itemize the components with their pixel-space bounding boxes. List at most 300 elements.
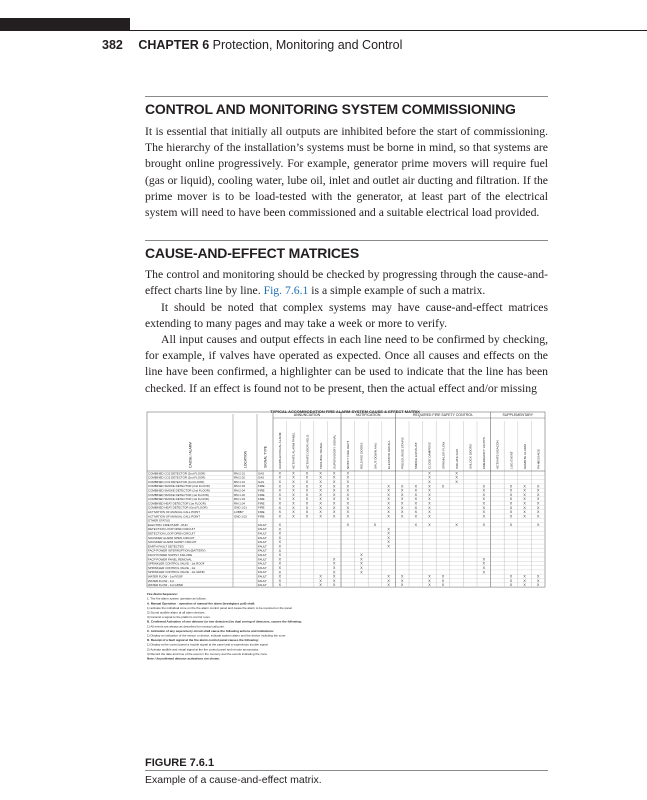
matrix-note-line: A. Manual Operation - operation of manual fire alarm (breakglass pull) shall: — [147, 601, 256, 606]
matrix-mark: X — [346, 501, 350, 506]
matrix-mark: X — [278, 553, 282, 558]
matrix-mark: X — [414, 514, 418, 519]
matrix-mark: X — [292, 497, 295, 502]
matrix-mark: X — [509, 501, 513, 506]
matrix-mark: X — [536, 510, 540, 515]
matrix-mark: X — [305, 475, 309, 480]
matrix-mark: X — [536, 514, 540, 519]
matrix-mark: X — [332, 471, 336, 476]
paragraph: It should be noted that complex systems may have cause-and-effect matrices extending to many pages and may take a week or more to verify. — [145, 301, 548, 331]
matrix-row-cause: WATER FLOW - 1st ROOF — [148, 574, 183, 579]
matrix-row-cause: SOUNDER ALARM OPEN CIRCUIT — [148, 535, 195, 540]
matrix-mark: X — [523, 484, 526, 489]
matrix-row-type: FIRE — [258, 501, 265, 506]
section-rule — [145, 96, 548, 97]
matrix-mark: X — [428, 578, 431, 583]
matrix-mark: X — [292, 505, 295, 510]
matrix-row-cause: COMBINED HEAT DETECTOR (Gnd FLOOR) — [148, 505, 208, 510]
matrix-mark: X — [278, 497, 282, 502]
matrix-mark: X — [278, 578, 282, 583]
matrix-mark: X — [319, 471, 322, 476]
matrix-row-location: RM 1.02 — [234, 492, 245, 497]
matrix-mark: X — [360, 566, 363, 570]
matrix-effect-header: AUDIBLE/VISUAL ALARM — [278, 432, 283, 469]
matrix-group-label: ANNUNCIATION — [293, 413, 321, 417]
matrix-row-cause: WATER FLOW - 1st GRND — [148, 583, 184, 588]
matrix-mark: X — [292, 484, 295, 489]
matrix-mark: X — [509, 488, 513, 493]
matrix-mark: X — [292, 471, 295, 476]
matrix-mark: X — [482, 561, 486, 566]
matrix-effect-header: ISOLATE GAS — [454, 448, 459, 469]
header-corner-bar — [0, 18, 130, 31]
matrix-row-cause: DETECTION LOOP OPEN CIRCUIT — [148, 531, 196, 536]
matrix-mark: X — [482, 523, 486, 527]
matrix-mark: X — [536, 484, 540, 489]
matrix-mark: X — [332, 510, 336, 515]
matrix-mark: X — [305, 510, 309, 515]
matrix-effect-header: SPRINKLER FLOW — [441, 441, 446, 469]
matrix-mark: X — [482, 570, 486, 575]
figure-rule — [145, 770, 548, 771]
matrix-effect-header: NOTIFY FIRE DEPT — [346, 440, 351, 469]
matrix-mark: X — [332, 574, 336, 579]
paragraph-text: The control and monitoring should be checked by progressing through the cause-and-effect charts line by line. — [145, 268, 548, 298]
matrix-row-type: FAULT — [258, 548, 267, 553]
matrix-mark: X — [455, 475, 458, 480]
matrix-mark: X — [455, 480, 458, 484]
figure-label: FIGURE 7.6.1 — [145, 757, 215, 769]
matrix-mark: X — [346, 475, 350, 480]
matrix-mark: X — [305, 514, 309, 519]
matrix-mark: X — [523, 578, 526, 583]
matrix-row-type: FAULT — [258, 544, 267, 549]
matrix-row-cause: COMBINED CO2 DETECTOR (1st FLOOR) — [148, 479, 205, 484]
matrix-mark: X — [482, 488, 486, 493]
matrix-mark: X — [292, 510, 295, 515]
matrix-mark: X — [536, 505, 540, 510]
matrix-effect-header: RELEASE DOORS — [359, 442, 364, 469]
matrix-mark: X — [319, 488, 322, 493]
section-rule — [145, 240, 548, 241]
matrix-mark: X — [387, 583, 390, 588]
header-rule — [130, 30, 647, 31]
matrix-mark: X — [414, 492, 418, 497]
matrix-mark: X — [332, 557, 336, 562]
page-number: 382 — [102, 38, 123, 52]
matrix-effect-header: SHUT DOWN AHU — [373, 442, 378, 469]
matrix-mark: X — [400, 501, 404, 506]
matrix-mark: X — [346, 480, 350, 484]
matrix-mark: X — [332, 578, 336, 583]
matrix-row-type: FAULT — [258, 553, 267, 557]
matrix-effect-header: SUPERVISORY SIGNAL — [332, 434, 337, 469]
matrix-mark: X — [523, 488, 526, 493]
matrix-mark: X — [428, 475, 431, 480]
matrix-mark: X — [482, 484, 486, 489]
matrix-row-type: GAS — [258, 479, 265, 484]
matrix-mark: X — [536, 492, 540, 497]
matrix-mark: X — [441, 578, 445, 583]
matrix-note-line: 1) All events are always as described for manual call point. — [147, 624, 225, 629]
matrix-mark: X — [360, 561, 363, 566]
matrix-title: TYPICAL ACCOMMODATION FIRE ALARM SYSTEM CAUSE & EFFECT MATRIX — [270, 409, 420, 414]
matrix-group-label: NOTIFICATION — [355, 413, 381, 417]
matrix-mark: X — [400, 505, 404, 510]
figure-caption: Example of a cause-and-effect matrix. — [145, 774, 322, 786]
matrix-note-line: 1) Display at the control panel a trouble signal at the panel and a supervisory trouble signal. — [147, 642, 269, 647]
matrix-mark: X — [319, 510, 322, 515]
matrix-mark: X — [278, 492, 282, 497]
matrix-mark: X — [278, 544, 282, 549]
matrix-effect-header: CLOSE DAMPERS — [427, 442, 432, 469]
matrix-mark: X — [509, 497, 513, 502]
matrix-mark: X — [387, 540, 390, 545]
matrix-mark: X — [482, 557, 486, 562]
matrix-mark: X — [278, 574, 282, 579]
matrix-mark: X — [278, 557, 282, 562]
matrix-mark: X — [523, 514, 526, 519]
matrix-mark: X — [278, 527, 282, 532]
matrix-mark: X — [319, 583, 322, 588]
matrix-note-line: 1) Display an indication of the sensor or device, indicate system alarm and the device including the zone. — [147, 633, 287, 638]
matrix-mark: X — [332, 484, 336, 489]
matrix-mark: X — [428, 484, 431, 489]
matrix-mark: X — [278, 583, 282, 588]
matrix-effect-header: ACTIVATE DOOR HOLD — [305, 434, 310, 469]
matrix-row-type: FAULT — [258, 557, 267, 562]
matrix-mark: X — [305, 471, 309, 476]
matrix-note-line: Note: Unconfirmed detector activations not shown. — [147, 656, 220, 661]
matrix-effect-header: SMOKE EXHAUST — [414, 442, 419, 469]
matrix-mark: X — [428, 514, 431, 519]
matrix-mark: X — [332, 497, 336, 502]
matrix-row-cause: SPRINKLER CONTROL VALVE - 1st GRND — [148, 570, 205, 575]
chapter-title: Protection, Monitoring and Control — [212, 38, 403, 52]
matrix-row-type: FAULT — [258, 522, 267, 527]
matrix-mark: X — [305, 497, 309, 502]
matrix-row-cause: COMBINED SMOKE DETECTOR (2nd FLOOR) — [148, 484, 210, 489]
matrix-mark: X — [319, 574, 322, 579]
matrix-effect-header: UNLOCK DOORS — [468, 443, 473, 469]
matrix-mark: X — [373, 523, 377, 527]
chapter-label: CHAPTER 6 — [138, 38, 210, 52]
matrix-row-cause: FACP POWER PANEL REMOVAL — [148, 557, 192, 562]
matrix-mark: X — [482, 505, 486, 510]
matrix-effect-header: TROUBLE SIGNAL — [318, 442, 323, 469]
matrix-mark: X — [414, 523, 418, 527]
matrix-mark: X — [332, 570, 336, 575]
matrix-mark: X — [319, 497, 322, 502]
matrix-mark: X — [346, 505, 350, 510]
matrix-mark: X — [509, 583, 513, 588]
matrix-mark: X — [455, 471, 458, 476]
matrix-mark: X — [387, 574, 390, 579]
matrix-effect-header: PA MESSAGE — [536, 449, 541, 469]
matrix-mark: X — [400, 492, 404, 497]
matrix-row-location: GND 1.02 — [234, 514, 247, 519]
matrix-mark: X — [319, 492, 322, 497]
matrix-row-location: RM 1.03 — [234, 497, 245, 502]
matrix-row-cause: ACTIVATION OF MANUAL CALL POINT — [148, 510, 201, 514]
matrix-mark: X — [387, 531, 390, 536]
matrix-mark: X — [278, 531, 282, 536]
matrix-mark: X — [482, 492, 486, 497]
matrix-mark: X — [482, 510, 486, 515]
matrix-mark: X — [509, 484, 513, 489]
matrix-effect-header: REMOTE ALARM — [522, 444, 527, 469]
matrix-mark: X — [278, 510, 282, 515]
matrix-mark: X — [346, 510, 350, 515]
matrix-mark: X — [360, 553, 363, 558]
matrix-mark: X — [387, 492, 390, 497]
matrix-group-label: SUPPLEMENTARY — [502, 413, 534, 417]
matrix-mark: X — [414, 484, 418, 489]
matrix-mark: X — [319, 514, 322, 519]
matrix-row-location: RM 2.02 — [234, 475, 245, 480]
matrix-location-header: LOCATION — [243, 450, 248, 468]
matrix-mark: X — [536, 578, 540, 583]
matrix-mark: X — [278, 523, 282, 527]
matrix-row-location: RM 2.01 — [234, 471, 245, 476]
matrix-mark: X — [509, 505, 513, 510]
matrix-mark: X — [428, 583, 431, 588]
matrix-row-type: FAULT — [258, 570, 267, 575]
matrix-mark: X — [428, 488, 431, 493]
matrix-row-location: RM 1.04 — [234, 501, 245, 506]
matrix-mark: X — [278, 480, 282, 484]
matrix-mark: X — [332, 501, 336, 506]
matrix-mark: X — [387, 514, 390, 519]
matrix-mark: X — [428, 492, 431, 497]
matrix-mark: X — [400, 574, 404, 579]
matrix-mark: X — [332, 488, 336, 493]
matrix-mark: X — [278, 561, 282, 566]
matrix-effect-header: PRESSURISE STAIRS — [400, 437, 405, 469]
matrix-mark: X — [400, 510, 404, 515]
matrix-row-type: FAULT — [258, 578, 267, 583]
matrix-row-cause: FACP POWER SUPPLY FAILURE — [148, 553, 193, 557]
matrix-mark: X — [428, 523, 431, 527]
matrix-mark: X — [387, 501, 390, 506]
matrix-mark: X — [278, 548, 282, 553]
matrix-row-type: GAS — [258, 475, 265, 480]
matrix-mark: X — [278, 566, 282, 570]
matrix-mark: X — [292, 514, 295, 519]
matrix-mark: X — [428, 510, 431, 515]
matrix-mark: X — [346, 484, 350, 489]
matrix-mark: X — [387, 527, 390, 532]
matrix-row-cause: EARTH FAULT DETECTED — [148, 544, 184, 549]
matrix-mark: X — [292, 488, 295, 493]
matrix-note-line: 1. The fire alarm system operates as follows. — [147, 596, 207, 601]
matrix-mark: X — [305, 480, 309, 484]
matrix-mark: X — [523, 505, 526, 510]
matrix-mark: X — [509, 574, 513, 579]
matrix-type-header: SIGNAL TYPE — [263, 445, 268, 468]
matrix-mark: X — [482, 566, 486, 570]
matrix-mark: X — [523, 583, 526, 588]
matrix-row-type: FIRE — [258, 484, 265, 489]
matrix-row-type: FAULT — [258, 540, 267, 545]
matrix-mark: X — [292, 475, 295, 480]
matrix-row-cause: COMBINED SMOKE DETECTOR (2nd FLOOR) — [148, 488, 210, 493]
matrix-mark: X — [346, 492, 350, 497]
matrix-note-line: 2) Sound audible alarm at all alarm devices. — [147, 610, 206, 615]
matrix-note-line: Fire Alarm Sequence: — [147, 592, 178, 597]
matrix-mark: X — [346, 497, 350, 502]
paragraph: All input causes and output effects in each line need to be confirmed by checking, for example, if valves have operated as expected. Once all causes and effects on the line have been confirmed, a highlighter can be used to indicate that the line has been checked. If an effect is found not to be present, then the actual effect and/or missing — [145, 333, 548, 395]
matrix-mark: X — [414, 488, 418, 493]
matrix-row-type: FIRE — [258, 497, 265, 502]
matrix-row-cause: FACP POWER INTERRUPTION (BATTERY) — [148, 548, 206, 553]
cause-effect-matrix — [145, 405, 548, 751]
matrix-row-type: FAULT — [258, 561, 267, 566]
matrix-mark: X — [346, 488, 350, 493]
matrix-row-location: RM 2.04 — [234, 488, 245, 493]
matrix-mark: X — [278, 488, 282, 493]
matrix-mark: X — [346, 471, 350, 476]
matrix-mark: X — [414, 505, 418, 510]
matrix-row-location: RM 2.03 — [234, 484, 245, 489]
matrix-row-type: FAULT — [258, 565, 267, 570]
matrix-mark: X — [523, 501, 526, 506]
matrix-mark: X — [305, 505, 309, 510]
matrix-effect-header: ELEVATOR RECALL — [386, 440, 391, 469]
matrix-mark: X — [455, 523, 458, 527]
matrix-mark: X — [400, 488, 404, 493]
matrix-cause-header: CAUSE / ALARM — [188, 441, 193, 468]
figure-link[interactable]: Fig. 7.6.1 — [263, 284, 309, 298]
matrix-mark: X — [523, 492, 526, 497]
matrix-mark: X — [332, 480, 336, 484]
paragraph: It is essential that initially all outputs are inhibited before the start of commissioning. The hierarchy of the installation’s systems must be borne in mind, so that systems are brought online progressively. For example, generator prime movers will require fuel (gas or liquid), cooling water, lube oil, inlet and outlet air ducting and filtration. If the prime mover is to be load-tested with the generator, at least part of the electrical system will need to have been commissioned and a suitable electrical load provided. — [145, 125, 548, 220]
matrix-mark: X — [319, 475, 322, 480]
matrix-mark: X — [305, 501, 309, 506]
matrix-mark: X — [387, 505, 390, 510]
matrix-row-location: LOBBY — [234, 510, 244, 514]
matrix-mark: X — [482, 514, 486, 519]
matrix-mark: X — [387, 484, 390, 489]
matrix-note-line: 3) Record the date and time of the event in the memory and the events indicating the zone. — [147, 651, 268, 656]
matrix-mark: X — [523, 574, 526, 579]
matrix-row-type: FIRE — [258, 505, 265, 510]
matrix-effect-header: LOG EVENT — [509, 451, 514, 469]
matrix-effect-header: ACTIVATE BEACON — [495, 440, 500, 469]
matrix-mark: X — [332, 566, 336, 570]
matrix-row-type: GAS — [258, 471, 265, 476]
matrix-mark: X — [319, 501, 322, 506]
matrix-mark: X — [332, 492, 336, 497]
matrix-mark: X — [360, 557, 363, 562]
matrix-mark: X — [536, 523, 540, 527]
matrix-mark: X — [332, 505, 336, 510]
matrix-mark: X — [509, 510, 513, 515]
matrix-mark: X — [387, 497, 390, 502]
matrix-mark: X — [332, 514, 336, 519]
matrix-mark: X — [360, 570, 363, 575]
matrix-effect-header: ACTIVATE ALARM PANEL — [291, 432, 296, 469]
matrix-row-type: FAULT — [258, 535, 267, 540]
matrix-mark: X — [278, 535, 282, 540]
matrix-row-cause: SPRINKLER CONTROL VALVE - 1st — [148, 565, 196, 570]
matrix-mark: X — [523, 497, 526, 502]
matrix-mark: X — [441, 583, 445, 588]
matrix-row-type: FAULT — [258, 531, 267, 536]
matrix-note-line: 1) activate the individual zone on the fire alarm control panel and cause the alarm to be reported on the panel — [147, 605, 292, 610]
matrix-row-cause: ELECTRIC FIRE PUMP - RUN — [148, 522, 188, 527]
matrix-row-cause: COMBINED CO2 DETECTOR (2nd FLOOR) — [148, 475, 206, 480]
matrix-mark: X — [278, 514, 282, 519]
matrix-mark: X — [482, 501, 486, 506]
matrix-mark: X — [509, 578, 513, 583]
matrix-mark: X — [428, 497, 431, 502]
matrix-mark: X — [414, 510, 418, 515]
matrix-note-line: C. Activation of any supervisory circuit shall cause the following actions and indications: — [147, 628, 275, 633]
matrix-row-type: FAULT — [258, 574, 267, 579]
matrix-mark: X — [536, 583, 540, 588]
matrix-mark: X — [387, 544, 390, 549]
matrix-note-line: 3) transmit a signal to the platform control room. — [147, 615, 211, 620]
matrix-mark: X — [278, 540, 282, 545]
matrix-group-label: REQUIRED FIRE SAFETY CONTROL — [412, 413, 474, 417]
matrix-note-line: D. Receipt of a fault signal at the fire alarm control panel causes the following: — [147, 638, 259, 643]
matrix-row-type: FIRE — [258, 492, 265, 497]
matrix-mark: X — [536, 488, 540, 493]
paragraph-text: is a simple example of such a matrix. — [308, 284, 486, 298]
matrix-mark: X — [414, 497, 418, 502]
matrix-mark: X — [441, 484, 445, 489]
matrix-mark: X — [536, 497, 540, 502]
matrix-mark: X — [400, 578, 404, 583]
matrix-mark: X — [319, 480, 322, 484]
matrix-mark: X — [428, 501, 431, 506]
matrix-mark: X — [319, 484, 322, 489]
matrix-mark: X — [509, 514, 513, 519]
matrix-row-cause: WATER FLOW - 1st — [148, 578, 174, 583]
matrix-mark: X — [387, 488, 390, 493]
matrix-mark: X — [278, 475, 282, 480]
matrix-row-type: FAULT — [258, 583, 267, 588]
matrix-note-line: 2) Activate audible and visual signal at the fire control panel and remote annunciator. — [147, 647, 260, 652]
matrix-mark: X — [278, 471, 282, 476]
matrix-row-location: GND 1.01 — [234, 505, 247, 510]
matrix-row-type: FIRE — [258, 510, 265, 514]
matrix-mark: X — [482, 497, 486, 502]
matrix-mark: X — [387, 578, 390, 583]
matrix-row-cause: COMBINED CO2 DETECTOR (2nd FLOOR) — [148, 471, 206, 476]
matrix-mark: X — [319, 505, 322, 510]
section-title-matrices: CAUSE-AND-EFFECT MATRICES — [145, 245, 360, 261]
matrix-mark: X — [400, 484, 404, 489]
matrix-mark: X — [278, 570, 282, 575]
matrix-mark: X — [400, 497, 404, 502]
matrix-mark: X — [332, 561, 336, 566]
matrix-effect-header: EMERGENCY LIGHTS — [482, 437, 487, 469]
matrix-mark: X — [305, 488, 309, 493]
matrix-mark: X — [292, 480, 295, 484]
section-title-commissioning: CONTROL AND MONITORING SYSTEM COMMISSIONING — [145, 101, 516, 117]
matrix-mark: X — [536, 574, 540, 579]
matrix-mark: X — [305, 484, 309, 489]
matrix-row-type: FAULT — [258, 527, 267, 532]
matrix-row-cause: OTHER STATUS — [148, 518, 170, 523]
paragraph — [145, 267, 548, 299]
matrix-mark: X — [428, 480, 431, 484]
matrix-mark: X — [428, 505, 431, 510]
matrix-mark: X — [278, 505, 282, 510]
matrix-mark: X — [278, 484, 282, 489]
